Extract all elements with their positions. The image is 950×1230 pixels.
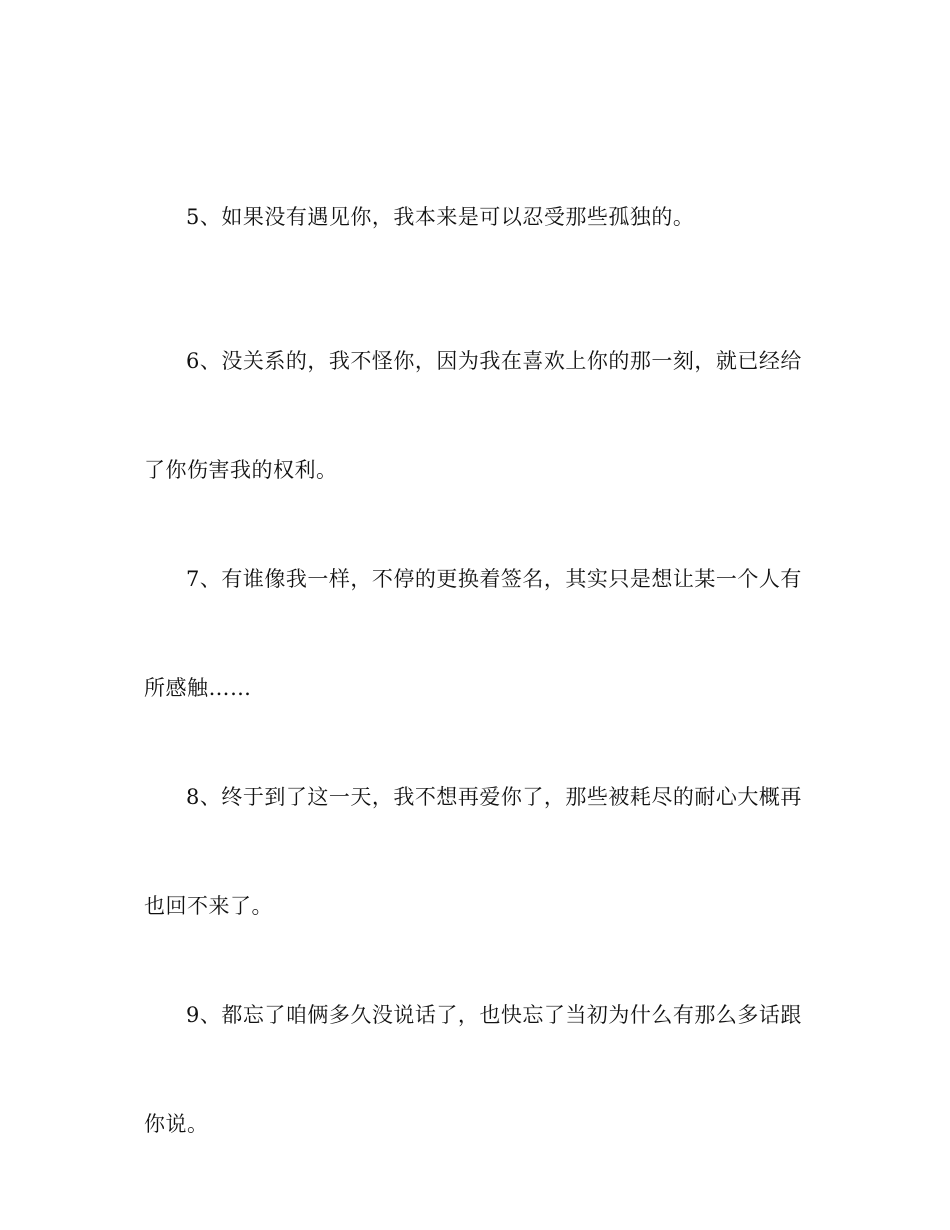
paragraph-7: 7、有谁像我一样，不停的更换着签名，其实只是想让某一个人有所感触……	[144, 567, 802, 700]
paragraph-5: 5、如果没有遇见你，我本来是可以忍受那些孤独的。	[186, 205, 695, 229]
paragraph-6: 6、没关系的，我不怪你，因为我在喜欢上你的那一刻，就已经给了你伤害我的权利。	[144, 349, 802, 482]
paragraph-8: 8、终于到了这一天，我不想再爱你了，那些被耗尽的耐心大概再也回不来了。	[144, 785, 802, 918]
paragraph-9: 9、都忘了咱俩多久没说话了，也快忘了当初为什么有那么多话跟你说。	[144, 1003, 802, 1136]
